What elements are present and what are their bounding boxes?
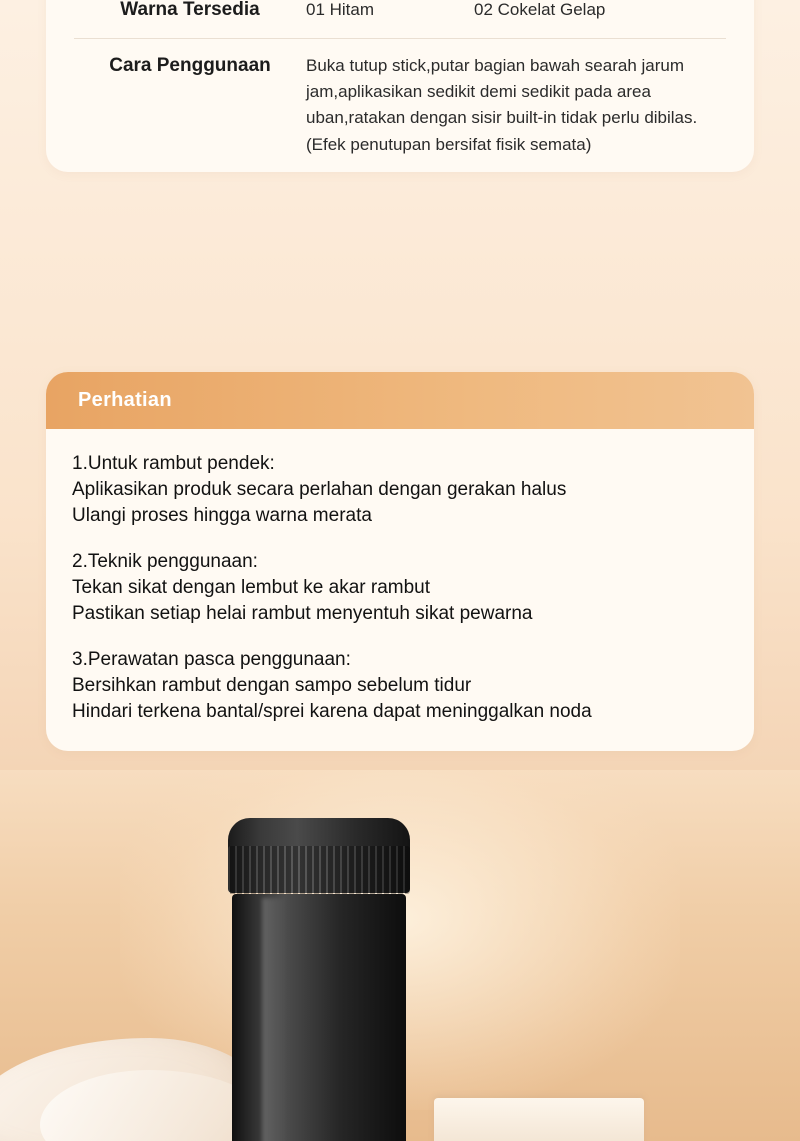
product-stick bbox=[228, 818, 410, 1141]
spec-row-usage bbox=[74, 38, 726, 172]
spec-row-colors bbox=[74, 0, 726, 38]
attention-body bbox=[46, 429, 754, 751]
specification-card bbox=[46, 0, 754, 172]
attention-line: Pastikan setiap helai rambut menyentuh sikat pewarna bbox=[72, 603, 533, 625]
stick-cap-ridges bbox=[228, 846, 410, 894]
attention-line: Bersihkan rambut dengan sampo sebelum tidur bbox=[72, 675, 472, 697]
color-option-2: 02 Cokelat Gelap bbox=[474, 0, 606, 20]
spec-label-colors: Warna Tersedia bbox=[120, 0, 260, 21]
stick-body bbox=[232, 894, 406, 1141]
attention-block bbox=[72, 451, 728, 529]
color-option-1: 01 Hitam bbox=[306, 0, 375, 20]
attention-block bbox=[72, 647, 728, 725]
attention-card bbox=[46, 372, 754, 751]
attention-line: Aplikasikan produk secara perlahan dengan gerakan halus bbox=[72, 479, 567, 501]
attention-title: Perhatian bbox=[78, 389, 172, 411]
product-photo bbox=[0, 770, 800, 1141]
attention-line: 2.Teknik penggunaan: bbox=[72, 551, 258, 573]
spec-value-colors bbox=[306, 0, 726, 24]
attention-block bbox=[72, 549, 728, 627]
attention-line: 3.Perawatan pasca penggunaan: bbox=[72, 649, 351, 671]
product-box bbox=[434, 1098, 644, 1141]
attention-line: 1.Untuk rambut pendek: bbox=[72, 453, 275, 474]
spec-value-usage: Buka tutup stick,putar bagian bawah searah jarum jam,aplikasikan sedikit demi sedikit pada area uban,ratakan dengan sisir built-in tidak perlu dibilas.(Efek penutupan bersifat fisik semata) bbox=[306, 55, 698, 154]
spec-label-usage: Cara Penggunaan bbox=[109, 54, 271, 76]
attention-header bbox=[46, 372, 754, 429]
attention-line: Hindari terkena bantal/sprei karena dapat meninggalkan noda bbox=[72, 701, 592, 723]
attention-line: Ulangi proses hingga warna merata bbox=[72, 505, 372, 527]
stick-highlight bbox=[262, 898, 284, 1141]
attention-line: Tekan sikat dengan lembut ke akar rambut bbox=[72, 577, 431, 599]
